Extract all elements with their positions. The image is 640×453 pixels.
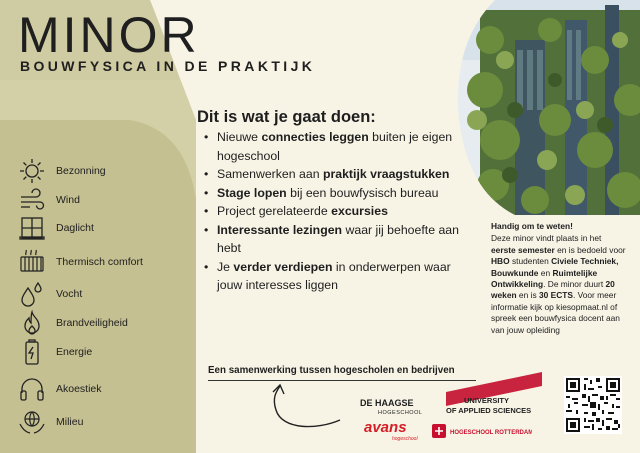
list-item: • Nieuwe connecties leggen buiten je eigen hogeschool xyxy=(202,128,472,165)
sidebar-item-akoestiek xyxy=(18,375,102,403)
sidebar-item-label: Akoestiek xyxy=(56,383,102,395)
sidebar-item-vocht xyxy=(18,280,82,308)
collaboration-divider xyxy=(208,380,476,381)
sun-icon xyxy=(18,157,46,185)
haagse-logo-sub: HOGESCHOOL xyxy=(378,410,423,416)
qr-code[interactable] xyxy=(564,376,622,434)
sidebar-item-label: Milieu xyxy=(56,416,84,428)
avans-logo-main: avans xyxy=(364,419,407,436)
radiator-icon xyxy=(18,248,46,276)
sidebar-item-label: Energie xyxy=(56,346,93,358)
battery-icon xyxy=(18,338,46,366)
activity-list xyxy=(202,128,472,295)
sidebar-item-label: Wind xyxy=(56,194,80,206)
flame-icon xyxy=(18,309,46,337)
hogeschool-rotterdam-logo xyxy=(432,423,532,444)
page-subtitle: BOUWFYSICA IN DE PRAKTIJK xyxy=(20,58,316,74)
list-item: • Stage lopen bij een bouwfysisch bureau xyxy=(202,184,472,203)
sidebar-item-label: Daglicht xyxy=(56,222,94,234)
globe-hands-icon xyxy=(18,408,46,436)
sidebar-item-thermisch xyxy=(18,248,143,276)
sidebar-item-label: Bezonning xyxy=(56,165,106,177)
info-block: Handig om te weten! Deze minor vindt plaats in het eerste semester en is bedoeld voor HBO studenten Civiele Techniek, Bouwkunde en Ruimtelijke Ontwikkeling. De minor duurt 20 weken en is 30 ECTS. Voor meer informatie kijk op kiesopmaat.nl of spreek een bouwfysica docent aan van jouw opleiding xyxy=(491,221,626,335)
avans-logo-sub: hogeschool xyxy=(392,436,418,442)
list-item: • Samenwerken aan praktijk vraagstukken xyxy=(202,165,472,184)
han-logo-line1: UNIVERSITY xyxy=(464,396,510,405)
avans-logo xyxy=(362,418,426,447)
sidebar-item-label: Brandveiligheid xyxy=(56,317,128,329)
list-item: • Project gerelateerde excursies xyxy=(202,202,472,221)
han-logo-short: HAN xyxy=(446,396,463,405)
info-title: Handig om te weten! xyxy=(491,221,573,231)
sidebar-item-energie xyxy=(18,338,92,366)
curved-arrow-icon xyxy=(262,372,342,432)
sidebar-item-daglicht xyxy=(18,214,94,242)
rotterdam-logo-text: HOGESCHOOL ROTTERDAM xyxy=(450,430,532,436)
window-icon xyxy=(18,214,46,242)
sidebar-item-milieu xyxy=(18,408,83,436)
haagse-logo-main: DE HAAGSE xyxy=(360,398,414,408)
page-title: MINOR xyxy=(18,7,200,63)
droplets-icon xyxy=(18,280,46,308)
wind-icon xyxy=(18,186,46,214)
sidebar-item-wind xyxy=(18,186,80,214)
collaboration-text: Een samenwerking tussen hogescholen en bedrijven xyxy=(208,365,455,376)
sidebar-item-bezonning xyxy=(18,157,106,185)
green-facade-photo xyxy=(455,0,640,215)
han-logo-line2: OF APPLIED SCIENCES xyxy=(446,406,532,415)
list-item: • Interessante lezingen waar jij behoefte aan hebt xyxy=(202,221,472,258)
sidebar-item-brandveiligheid xyxy=(18,309,128,337)
content-heading: Dit is wat je gaat doen: xyxy=(197,108,376,126)
sidebar-item-label: Vocht xyxy=(56,288,83,300)
han-logo xyxy=(444,368,544,425)
sidebar-item-label: Thermisch comfort xyxy=(56,256,143,268)
headphones-icon xyxy=(18,375,46,403)
list-item: • Je verder verdiepen in onderwerpen waar jouw interesses liggen xyxy=(202,258,472,295)
